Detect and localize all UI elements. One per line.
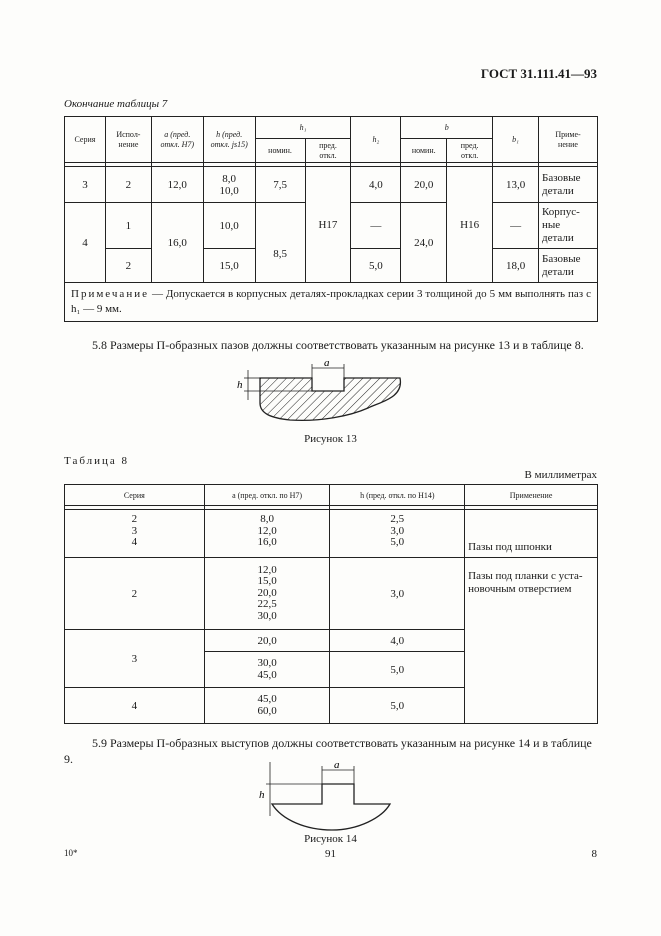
col-h: h (пред. откл. js15): [203, 117, 255, 163]
table-8: [64, 484, 598, 724]
footer-mark: 10*: [64, 848, 78, 858]
table-cell: H17: [305, 167, 351, 283]
col-b1: b₁: [493, 117, 539, 163]
table-cell: 3,0: [330, 558, 465, 630]
table-cell: 4,0: [351, 167, 401, 203]
table-cell: 30,0 45,0: [204, 652, 330, 688]
table8-caption: Таблица 8: [64, 455, 130, 467]
table-cell: 5,0: [330, 652, 465, 688]
table7-note: [65, 283, 598, 322]
col-application: Приме- нение: [539, 117, 598, 163]
label-h: h: [237, 379, 243, 391]
table-cell: 20,0: [204, 630, 330, 652]
table-cell: 15,0: [203, 249, 255, 283]
table-cell: 4,0: [330, 630, 465, 652]
table-cell: 12,0: [151, 167, 203, 203]
col-b: b: [401, 117, 493, 139]
col-h2: h₂: [351, 117, 401, 163]
paragraph-5-8: 5.8 Размеры П-образных пазов должны соответствовать указанным на рисунке 13 и в таблице 8.: [92, 338, 584, 352]
table-cell: 2: [105, 249, 151, 283]
table-cell: 3: [65, 167, 106, 203]
col-h1-tol: пред. откл.: [305, 139, 351, 163]
table-cell: 45,0 60,0: [204, 688, 330, 724]
table-cell: 2: [105, 167, 151, 203]
col-app: Применение: [465, 485, 598, 506]
col-a: a (пред. откл. H7): [151, 117, 203, 163]
table-cell: 8,0 12,0 16,0: [204, 510, 330, 558]
table-cell: 12,0 15,0 20,0 22,5 30,0: [204, 558, 330, 630]
col-series: Серия: [65, 485, 205, 506]
table-cell: 13,0: [493, 167, 539, 203]
table-cell: 4: [65, 688, 205, 724]
table-cell: 2 3 4: [65, 510, 205, 558]
col-execution: Испол- нение: [105, 117, 151, 163]
table-cell: 2: [65, 558, 205, 630]
col-a: a (пред. откл. по H7): [204, 485, 330, 506]
table-cell: 20,0: [401, 167, 447, 203]
col-b-nom: номин.: [401, 139, 447, 163]
table-cell: 8,5: [255, 203, 305, 283]
table-cell: 8,0 10,0: [203, 167, 255, 203]
table-cell: Базовые детали: [539, 249, 598, 283]
table-cell: Корпус- ные детали: [539, 203, 598, 249]
table7-caption: Окончание таблицы 7: [64, 98, 168, 110]
table-cell: Пазы под шпонки: [465, 510, 598, 558]
figure-13-caption: Рисунок 13: [304, 433, 357, 445]
col-h1-nom: номин.: [255, 139, 305, 163]
figure-14-caption: Рисунок 14: [304, 833, 357, 845]
table8-units: В миллиметрах: [524, 469, 597, 481]
figure-14: [258, 758, 398, 836]
page-number-center: 91: [325, 848, 336, 860]
table-cell: 24,0: [401, 203, 447, 283]
table-cell: —: [351, 203, 401, 249]
table-cell: Базовые детали: [539, 167, 598, 203]
figure-13: [230, 358, 410, 430]
table-cell: 7,5: [255, 167, 305, 203]
table-cell: 5,0: [330, 688, 465, 724]
table-cell: 3: [65, 630, 205, 688]
table-cell: 1: [105, 203, 151, 249]
table-cell: 18,0: [493, 249, 539, 283]
table-cell: —: [493, 203, 539, 249]
table-cell: H16: [447, 167, 493, 283]
document-title: ГОСТ 31.111.41—93: [480, 66, 597, 81]
label-a: a: [334, 759, 340, 771]
label-h: h: [259, 789, 265, 801]
paragraph-5-9: 5.9 Размеры П-образных выступов должны соответствовать указанным на рисунке 14 и в таблице 9.: [64, 736, 592, 766]
col-b-tol: пред. откл.: [447, 139, 493, 163]
note-text: — Допускается в корпусных деталях-прокладках серии 3 толщиной до 5 мм выполнять паз с h₁ — 9 мм.: [71, 288, 591, 315]
table-cell: Пазы под планки с уста- новочным отверстием: [465, 558, 598, 724]
protrusion-outline: [272, 784, 390, 830]
col-h: h (пред. откл. по H14): [330, 485, 465, 506]
note-label: Примечание: [71, 288, 149, 300]
col-h1: h₁: [255, 117, 351, 139]
label-a: a: [324, 358, 330, 369]
table-cell: 16,0: [151, 203, 203, 283]
hatched-section: [260, 378, 400, 420]
table-cell: 10,0: [203, 203, 255, 249]
table-cell: 4: [65, 203, 106, 283]
page-number-right: 8: [591, 848, 597, 860]
table-cell: 2,5 3,0 5,0: [330, 510, 465, 558]
table-cell: 5,0: [351, 249, 401, 283]
col-series: Серия: [65, 117, 106, 163]
table-7: [64, 116, 598, 322]
